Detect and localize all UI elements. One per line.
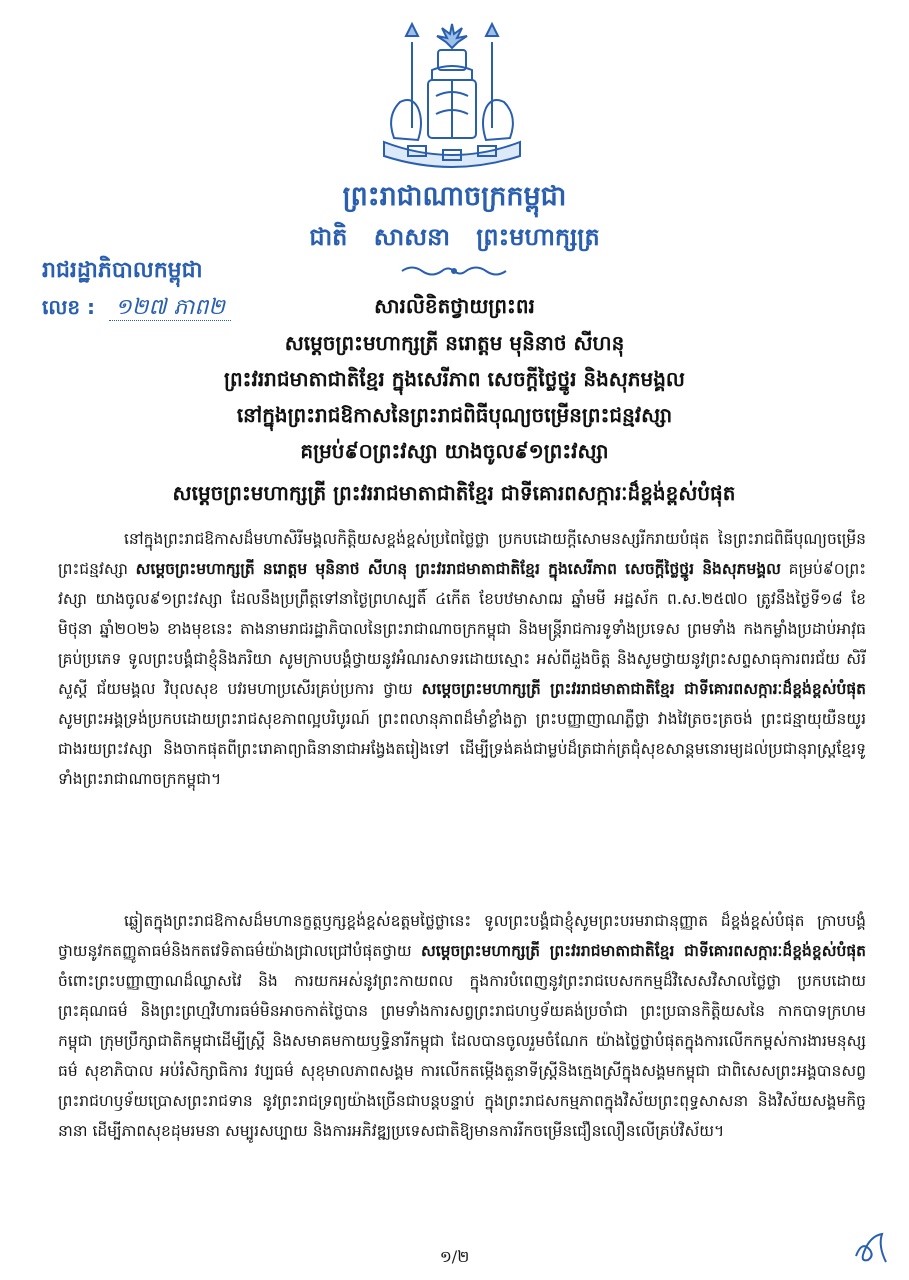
title-line-3: ព្រះវររាជមាតាជាតិខ្មែរ ក្នុងសេរីភាព សេចក្តីថ្លៃថ្នូរ និងសុភមង្គល: [224, 367, 685, 391]
paragraph-2-text-a: ឆ្លៀតក្នុងព្រះរាជឱកាសដ៏មហានក្ខត្តឫក្សខ្ពង់ខ្ពស់ឧត្តមថ្លៃថ្លានេះ ទូលព្រះបង្គំជាខ្ញុំសូមព្រះបរមរាជានុញ្ញាត ដ៏ខ្ពង់ខ្ពស់បំផុត ក្រាបបង្គំថ្វាយនូវកតញ្ញូតាធម៌និងកតវេទិតាធម៌យ៉ាងជ្រាលជ្រៅបំផុតថ្វាយ: [58, 912, 866, 960]
title-line-5: គម្រប់៩០ព្រះវស្សា យាងចូល៩១ព្រះវស្សា: [300, 439, 609, 463]
page-number: ១/២: [439, 1247, 470, 1266]
paragraph-1-text-a: នៅក្នុងព្រះរាជឱកាសដ៏មហាសិរីមង្គលកិត្តិយសខ្ពង់ខ្ពស់ប្រពៃថ្លៃថ្លា ប្រកបដោយក្តីសោមនស្សរីករាយបំផុត នៃព្រះរាជពិធីបុណ្យចម្រើនព្រះជន្មវស្សា: [58, 530, 866, 578]
title-line-2: សម្តេចព្រះមហាក្សត្រី នរោត្តម មុនិនាថ សីហនុ: [284, 331, 625, 355]
national-motto: ជាតិ សាសនា ព្រះមហាក្សត្រ: [309, 222, 600, 251]
paragraph-1-text-b: គម្រប់៩០ព្រះវស្សា យាងចូល៩១ព្រះវស្សា ដែលនឹងប្រព្រឹត្តទៅនាថ្ងៃព្រហស្បតិ៍ ៤កើត ខែបឋមាសាឍ ឆ្នាំមមី អដ្ឋស័ក ព.ស.២៥៧០ ត្រូវនឹងថ្ងៃទី១៨ ខែមិថុនា ឆ្នាំ២០២៦ ខាងមុខនេះ តាងនាមរាជរដ្ឋាភិបាលនៃព្រះរាជាណាចក្រកម្ពុជា និងមន្ត្រីរាជការទូទាំងប្រទេស ព្រមទាំង កងកម្លាំងប្រដាប់អាវុធគ្រប់ប្រភេទ ទូលព្រះបង្គំជាខ្ញុំនិងភរិយា សូមក្រាបបង្គំថ្វាយនូវអំណរសាទរដោយស្មោះ អស់ពីដួងចិត្ត និងសូមថ្វាយនូវព្រះសព្ទសាធុការពរជ័យ សិរីសួស្តី ជ័យមង្គល វិបុលសុខ បវរមហាប្រសើរគ្រប់ប្រការ ថ្វាយ: [58, 560, 867, 698]
title-line-4: នៅក្នុងព្រះរាជឱកាសនៃព្រះរាជពិធីបុណ្យចម្រើនព្រះជន្មវស្សា: [236, 403, 673, 427]
government-name: រាជរដ្ឋាភិបាលកម្ពុជា: [42, 257, 203, 283]
reference-number: ១២៧ ភាព២: [109, 295, 231, 321]
handwritten-initial-icon: [848, 1226, 892, 1270]
paragraph-1-bold-b: សម្តេចព្រះមហាក្សត្រី ព្រះវររាជមាតាជាតិខ្មែរ ជាទីគោរពសក្ការៈដ៏ខ្ពង់ខ្ពស់បំផុត: [421, 679, 866, 698]
kingdom-name: ព្រះរាជាណាចក្រកម្ពុជា: [342, 181, 567, 212]
paragraph-2-text-b: ចំពោះព្រះបញ្ញាញាណដ៏ឈ្លាសវៃ និង ការយកអស់នូវព្រះកាយពល ក្នុងការបំពេញនូវព្រះរាជបេសកកម្មដ៏វិសេសវិសាលថ្លៃថ្លា ប្រកបដោយព្រះគុណធម៌ និងព្រះព្រហ្មវិហារធម៌មិនអាចកាត់ថ្លៃបាន ព្រមទាំងការសព្វព្រះរាជហឫទ័យគង់ប្រចាំជា ព្រះប្រធានកិត្តិយសនៃ កាកបាទក្រហមកម្ពុជា ក្រុមប្រឹក្សាជាតិកម្ពុជាដើម្បីស្ត្រី និងសមាគមកាយឫទ្ធិនារីកម្ពុជា ដែលបានចូលរួមចំណែក យ៉ាងថ្លៃថ្លាបំផុតក្នុងការលើកកម្ពស់ការងារមនុស្សធម៌ សុខាភិបាល អប់រំសិក្សាធិការ វប្បធម៌ សុខុមាលភាពសង្គម ការលើកតម្កើងតួនាទីស្ត្រីនិងក្មេងស្រីក្នុងសង្គមកម្ពុជា ជាពិសេសព្រះអង្គបានសព្វព្រះរាជហឫទ័យប្រោសព្រះរាជទាន នូវព្រះរាជទ្រព្យយ៉ាងច្រើនជាបន្តបន្ទាប់ ក្នុងព្រះរាជសកម្មភាពក្នុងវិស័យព្រះពុទ្ធសាសនា និងវិស័យសង្គមកិច្ចនានា ដើម្បីភាពសុខដុមរមនា សម្បូរសប្បាយ និងការអភិវឌ្ឍប្រទេសជាតិឱ្យមានការរីកចម្រើនជឿនលឿនលើគ្រប់វិស័យ។: [58, 972, 866, 1140]
letter-title: សារលិខិតថ្វាយព្រះពរ: [374, 294, 535, 318]
reference-label: លេខ :: [42, 295, 96, 319]
royal-arms-of-cambodia-icon: [372, 18, 532, 170]
paragraph-2-bold-a: សម្តេចព្រះមហាក្សត្រី ព្រះវររាជមាតាជាតិខ្មែរ ជាទីគោរពសក្ការៈដ៏ខ្ពង់ខ្ពស់បំផុត: [420, 941, 866, 960]
decorative-divider-icon: [398, 262, 510, 280]
paragraph-1-text-c: សូមព្រះអង្គទ្រង់ប្រកបដោយព្រះរាជសុខភាពល្អបរិបូរណ៍ ព្រះពលានុភាពដ៏មាំខ្លាំងក្លា ព្រះបញ្ញាញាណភ្លឺថ្លា វាងវៃត្រចះត្រចង់ ព្រះជន្មាយុយឺនយូរជាងរយព្រះវស្សា និងចាកផុតពីព្រះរោគាព្យាធិនានាជាអង្វែងតរៀងទៅ ដើម្បីទ្រង់គង់ជាម្លប់ដ៏ត្រជាក់ត្រជុំសុខសាន្តមនោរម្យដល់ប្រជានុរាស្ត្រខ្មែរទូទាំងព្រះរាជាណាចក្រកម្ពុជា។: [58, 710, 866, 788]
paragraph-1: [58, 524, 866, 794]
paragraph-2: [58, 906, 866, 1146]
paragraph-1-bold-a: សម្តេចព្រះមហាក្សត្រី នរោត្តម មុនិនាថ សីហនុ ព្រះវររាជមាតាជាតិខ្មែរ ក្នុងសេរីភាព សេចក្តីថ្លៃថ្នូរ និងសុភមង្គល: [135, 559, 781, 578]
salutation-heading: សម្តេចព្រះមហាក្សត្រី ព្រះវររាជមាតាជាតិខ្មែរ ជាទីគោរពសក្ការៈដ៏ខ្ពង់ខ្ពស់បំផុត: [172, 481, 736, 505]
